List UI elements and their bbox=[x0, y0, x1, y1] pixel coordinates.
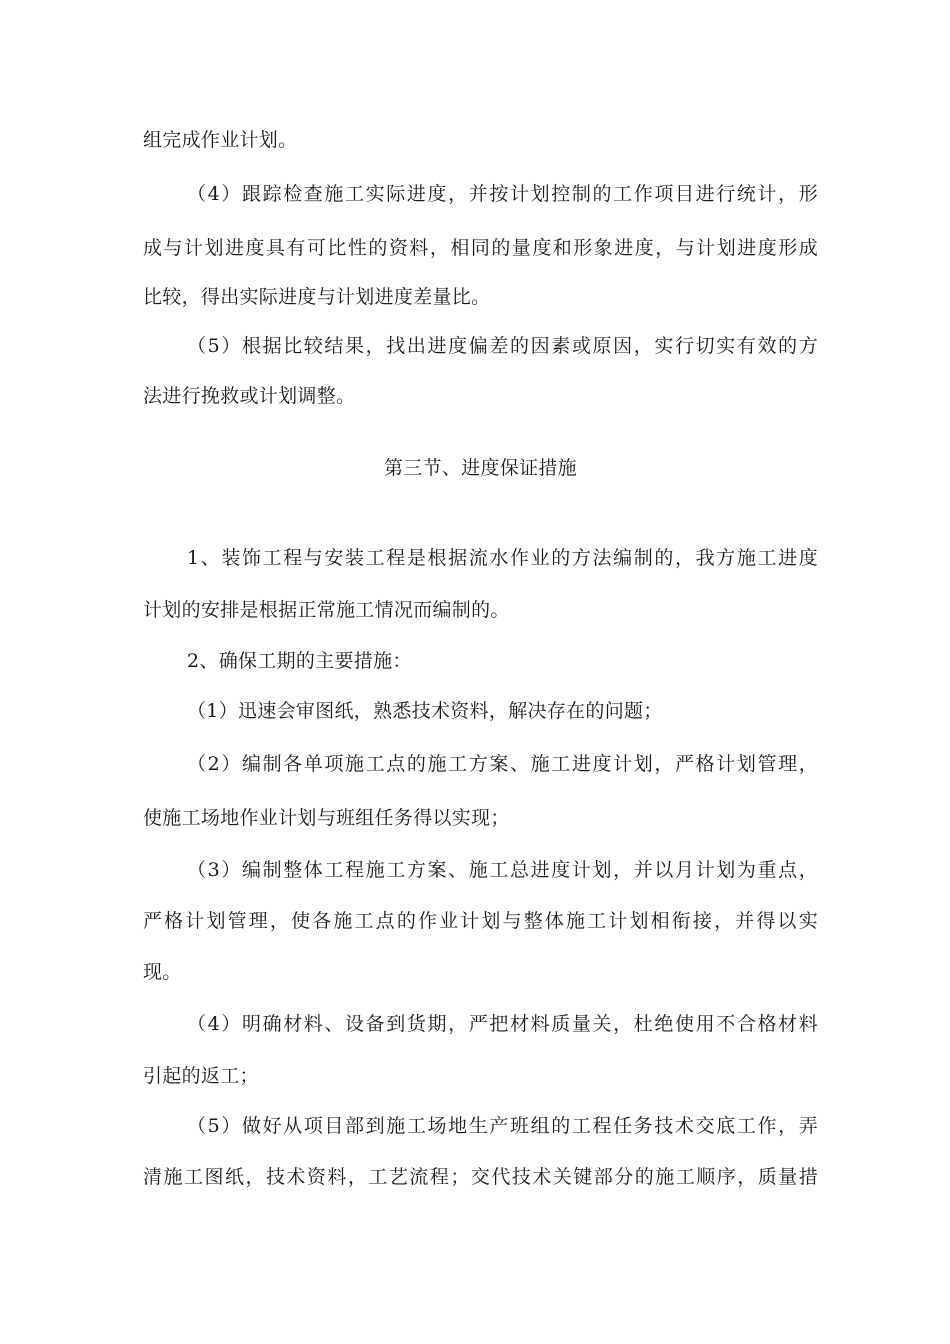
paragraph-line: （1）迅速会审图纸，熟悉技术资料，解决存在的问题； bbox=[187, 700, 663, 722]
paragraph-line: 引起的返工； bbox=[143, 1065, 259, 1087]
paragraph-line: 计划的安排是根据正常施工情况而编制的。 bbox=[143, 599, 510, 621]
paragraph-line: 组完成作业计划。 bbox=[143, 129, 298, 151]
paragraph-line: 1、装饰工程与安装工程是根据流水作业的方法编制的，我方施工进度 bbox=[187, 547, 818, 569]
paragraph-line: 清施工图纸，技术资料，工艺流程；交代技术关键部分的施工顺序，质量措 bbox=[143, 1166, 818, 1188]
paragraph-line: 严格计划管理，使各施工点的作业计划与整体施工计划相衔接，并得以实 bbox=[143, 910, 818, 932]
paragraph-line: 现。 bbox=[143, 961, 182, 983]
paragraph-line: （3）编制整体工程施工方案、施工总进度计划，并以月计划为重点， bbox=[187, 859, 818, 881]
paragraph-line: 2、确保工期的主要措施： bbox=[187, 650, 412, 672]
paragraph-line: （5）做好从项目部到施工场地生产班组的工程任务技术交底工作，弄 bbox=[187, 1115, 818, 1137]
paragraph-line: （4）跟踪检查施工实际进度，并按计划控制的工作项目进行统计，形 bbox=[187, 183, 818, 205]
paragraph-line: （2）编制各单项施工点的施工方案、施工进度计划，严格计划管理， bbox=[187, 753, 818, 775]
paragraph-line: 成与计划进度具有可比性的资料，相同的量度和形象进度，与计划进度形成 bbox=[143, 237, 818, 259]
paragraph-line: 比较，得出实际进度与计划进度差量比。 bbox=[143, 286, 491, 308]
paragraph-line: （4）明确材料、设备到货期，严把材料质量关，杜绝使用不合格材料 bbox=[187, 1013, 818, 1035]
paragraph-line: 法进行挽救或计划调整。 bbox=[143, 385, 356, 407]
section-heading: 第三节、进度保证措施 bbox=[383, 457, 577, 479]
paragraph-line: 使施工场地作业计划与班组任务得以实现； bbox=[143, 807, 510, 829]
paragraph-line: （5）根据比较结果，找出进度偏差的因素或原因，实行切实有效的方 bbox=[187, 335, 818, 357]
